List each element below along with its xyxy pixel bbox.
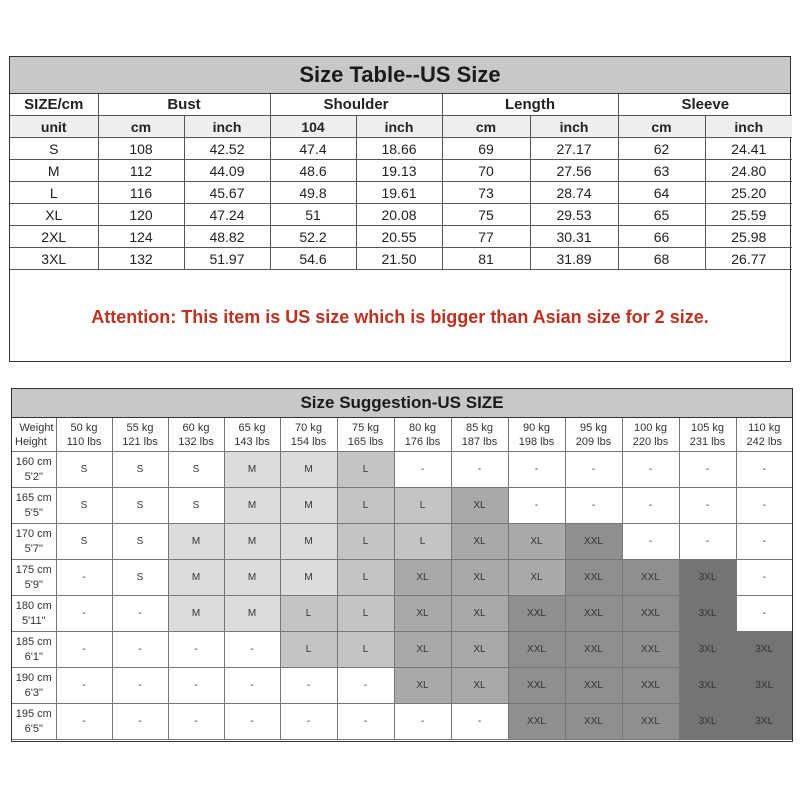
size-row [10,138,792,160]
size-suggestion-cell: - [622,488,679,524]
size-suggestion-cell: - [56,704,112,740]
measurement-cell: 48.82 [184,226,270,248]
size-suggestion-cell: 3XL [679,560,736,596]
weight-kg: 50 kg [70,421,98,434]
measurement-cell: 52.2 [270,226,356,248]
weight-kg: 75 kg [352,421,379,434]
size-suggestion-cell: XXL [508,704,565,740]
measurement-cell: 20.55 [356,226,442,248]
height-header [12,632,56,668]
size-suggestion-cell: - [679,452,736,488]
measurement-cell: 49.8 [270,182,356,204]
height-header [12,704,56,740]
weight-header [451,418,508,452]
size-suggestion-cell: - [280,668,337,704]
weight-header [508,418,565,452]
measurement-cell: 20.08 [356,204,442,226]
size-suggestion-cell: 3XL [679,704,736,740]
size-suggestion-cell: M [280,560,337,596]
measurement-cell: 51 [270,204,356,226]
size-suggestion-cell: S [112,452,168,488]
size-row [10,226,792,248]
size-row [10,160,792,182]
height-ft: 6'3" [24,686,43,699]
measurement-cell: 64 [618,182,705,204]
measurement-cell: 73 [442,182,530,204]
size-label: M [10,160,98,182]
weight-header [337,418,394,452]
size-suggestion-cell: XXL [622,632,679,668]
weight-header [565,418,622,452]
height-cm: 195 cm [15,707,52,720]
size-suggestion-cell: XXL [565,560,622,596]
measurement-cell: 120 [98,204,184,226]
height-row [12,560,792,596]
size-suggestion-cell: XL [451,632,508,668]
size-label: L [10,182,98,204]
weight-lbs: 242 lbs [746,435,782,448]
size-suggestion-cell: XXL [565,704,622,740]
weight-header [394,418,451,452]
measurement-cell: 63 [618,160,705,182]
weight-kg: 110 kg [748,421,781,434]
size-suggestion-cell: XL [451,596,508,632]
weight-lbs: 132 lbs [178,435,214,448]
measurement-cell: 54.6 [270,248,356,270]
weight-kg: 70 kg [295,421,322,434]
measurement-cell: 75 [442,204,530,226]
size-suggestion-cell: M [168,560,224,596]
height-ft: 5'11" [21,614,46,627]
measurement-cell: 47.24 [184,204,270,226]
height-ft: 6'5" [24,722,43,735]
size-suggestion-cell: XL [451,524,508,560]
measurement-cell: 65 [618,204,705,226]
size-suggestion-cell: - [508,488,565,524]
size-suggestion-cell: - [736,596,792,632]
height-row [12,524,792,560]
size-suggestion-cell: - [394,704,451,740]
size-table-units-row [10,116,792,138]
weight-lbs: 110 lbs [66,435,102,448]
size-suggestion-cell: XL [508,524,565,560]
size-label: 2XL [10,226,98,248]
weight-header [224,418,280,452]
size-suggestion-cell: - [451,452,508,488]
size-suggestion-cell: - [736,452,792,488]
unit-cell: inch [705,116,792,138]
corner-weight-label: Weight [19,422,54,434]
height-cm: 160 cm [15,455,52,468]
header-shoulder: Shoulder [270,94,442,116]
weight-header [112,418,168,452]
height-cm: 180 cm [15,599,52,612]
weight-lbs: 176 lbs [404,435,441,448]
size-suggestion-cell: - [112,596,168,632]
size-suggestion-cell: 3XL [736,704,792,740]
measurement-cell: 25.59 [705,204,792,226]
height-cm: 190 cm [15,671,52,684]
measurement-cell: 69 [442,138,530,160]
unit-cell: cm [618,116,705,138]
size-suggestion-cell: S [56,524,112,560]
unit-cell: unit [10,116,98,138]
corner-cell [12,418,56,452]
unit-cell: inch [356,116,442,138]
measurement-cell: 47.4 [270,138,356,160]
height-header [12,452,56,488]
size-suggestion-cell: M [224,452,280,488]
height-cm: 165 cm [15,491,52,504]
size-suggestion-cell: - [168,668,224,704]
size-suggestion-cell: XL [451,488,508,524]
unit-cell: inch [530,116,618,138]
size-suggestion-cell: - [451,704,508,740]
height-cm: 175 cm [15,563,52,576]
size-suggestion-cell: - [622,524,679,560]
weight-kg: 85 kg [466,421,493,434]
size-table-header-row [10,94,792,116]
size-suggestion-cell: XL [451,560,508,596]
measurement-cell: 18.66 [356,138,442,160]
unit-cell: cm [98,116,184,138]
size-suggestion-cell: - [337,668,394,704]
size-suggestion-cell: S [112,560,168,596]
measurement-cell: 27.56 [530,160,618,182]
size-suggestion-cell: - [736,560,792,596]
weight-lbs: 143 lbs [234,435,270,448]
size-suggestion-cell: XXL [622,704,679,740]
size-suggestion-cell: XL [394,560,451,596]
size-suggestion-cell: M [224,560,280,596]
size-table-panel [9,56,791,362]
size-suggestion-cell: XXL [565,632,622,668]
size-suggestion-cell: XL [508,560,565,596]
size-suggestion-cell: S [56,452,112,488]
measurement-cell: 42.52 [184,138,270,160]
measurement-cell: 28.74 [530,182,618,204]
size-row [10,248,792,270]
weight-lbs: 154 lbs [290,435,327,448]
height-ft: 5'2" [24,470,43,483]
measurement-cell: 29.53 [530,204,618,226]
weight-lbs: 209 lbs [575,435,612,448]
weight-lbs: 198 lbs [518,435,555,448]
weight-kg: 90 kg [523,421,550,434]
size-suggestion-cell: - [168,704,224,740]
measurement-cell: 48.6 [270,160,356,182]
size-suggestion-cell: L [337,488,394,524]
measurement-cell: 112 [98,160,184,182]
measurement-cell: 24.80 [705,160,792,182]
height-row [12,488,792,524]
height-row [12,668,792,704]
size-suggestion-cell: - [679,488,736,524]
measurement-cell: 68 [618,248,705,270]
size-suggestion-cell: XL [394,596,451,632]
size-suggestion-cell: L [337,560,394,596]
size-suggestion-cell: M [280,452,337,488]
height-ft: 5'9" [24,578,43,591]
size-suggestion-cell: XL [394,668,451,704]
measurement-cell: 77 [442,226,530,248]
size-suggestion-title: Size Suggestion-US SIZE [12,389,792,418]
size-suggestion-cell: - [394,452,451,488]
size-suggestion-cell: 3XL [679,668,736,704]
unit-cell: inch [184,116,270,138]
size-suggestion-cell: XXL [622,560,679,596]
size-suggestion-cell: M [224,524,280,560]
height-header [12,524,56,560]
measurement-cell: 62 [618,138,705,160]
size-suggestion-cell: XXL [565,524,622,560]
size-table-title: Size Table--US Size [10,57,790,94]
size-row [10,182,792,204]
header-sleeve: Sleeve [618,94,792,116]
weight-kg: 100 kg [633,421,668,434]
measurement-cell: 108 [98,138,184,160]
weight-header [280,418,337,452]
size-label: 3XL [10,248,98,270]
weight-header [168,418,224,452]
size-label: S [10,138,98,160]
size-suggestion-cell: - [508,452,565,488]
height-ft: 5'5" [24,506,43,519]
height-ft: 5'7" [24,542,43,555]
size-suggestion-cell: 3XL [736,632,792,668]
size-suggestion-cell: - [112,704,168,740]
size-suggestion-cell: XXL [565,596,622,632]
height-header [12,560,56,596]
measurement-cell: 27.17 [530,138,618,160]
measurement-cell: 51.97 [184,248,270,270]
size-suggestion-cell: 3XL [679,632,736,668]
size-suggestion-cell: M [224,488,280,524]
weight-header-row [12,418,792,452]
size-suggestion-cell: S [112,488,168,524]
size-suggestion-cell: XXL [508,632,565,668]
size-suggestion-cell: 3XL [679,596,736,632]
size-suggestion-cell: S [168,452,224,488]
measurement-cell: 31.89 [530,248,618,270]
size-suggestion-cell: - [56,632,112,668]
weight-kg: 60 kg [182,421,210,434]
measurement-cell: 66 [618,226,705,248]
size-row [10,204,792,226]
weight-header [679,418,736,452]
size-suggestion-cell: - [112,632,168,668]
height-header [12,596,56,632]
size-suggestion-cell: - [679,524,736,560]
size-suggestion-cell: - [280,704,337,740]
weight-lbs: 165 lbs [347,435,384,448]
weight-header [736,418,792,452]
height-ft: 6'1" [24,650,43,663]
measurement-cell: 19.13 [356,160,442,182]
measurement-cell: 30.31 [530,226,618,248]
size-suggestion-cell: XXL [622,596,679,632]
measurement-cell: 44.09 [184,160,270,182]
size-suggestion-cell: XXL [622,668,679,704]
size-suggestion-cell: L [337,452,394,488]
size-suggestion-cell: - [565,488,622,524]
size-suggestion-cell: - [337,704,394,740]
size-suggestion-cell: M [280,488,337,524]
size-suggestion-cell: - [736,488,792,524]
size-suggestion-cell: L [280,596,337,632]
size-suggestion-cell: S [112,524,168,560]
weight-lbs: 231 lbs [689,435,726,448]
size-suggestion-cell: M [280,524,337,560]
size-suggestion-cell: L [337,596,394,632]
size-suggestion-cell: - [224,668,280,704]
size-suggestion-cell: XXL [565,668,622,704]
weight-kg: 55 kg [126,421,154,434]
size-suggestion-cell: S [56,488,112,524]
weight-kg: 95 kg [580,421,607,434]
size-suggestion-panel [11,388,793,742]
size-suggestion-cell: L [394,488,451,524]
height-cm: 185 cm [15,635,52,648]
height-header [12,488,56,524]
size-suggestion-table [12,418,792,740]
height-row [12,452,792,488]
size-label: XL [10,204,98,226]
header-size: SIZE/cm [10,94,98,116]
size-suggestion-cell: M [168,596,224,632]
measurement-cell: 25.20 [705,182,792,204]
size-suggestion-cell: 3XL [736,668,792,704]
corner-height-label: Height [15,436,47,448]
measurement-cell: 116 [98,182,184,204]
height-header [12,668,56,704]
size-suggestion-cell: XXL [508,596,565,632]
weight-kg: 80 kg [409,421,436,434]
size-suggestion-cell: M [168,524,224,560]
measurement-cell: 25.98 [705,226,792,248]
size-suggestion-cell: M [224,596,280,632]
measurement-cell: 26.77 [705,248,792,270]
measurement-cell: 70 [442,160,530,182]
measurement-cell: 21.50 [356,248,442,270]
weight-kg: 105 kg [690,421,725,434]
height-row [12,704,792,740]
attention-note: Attention: This item is US size which is bigger than Asian size for 2 size. [91,307,709,327]
size-suggestion-cell: - [56,560,112,596]
size-suggestion-cell: L [337,524,394,560]
size-suggestion-cell: L [394,524,451,560]
size-suggestion-cell: - [56,668,112,704]
size-suggestion-cell: L [280,632,337,668]
unit-cell: cm [442,116,530,138]
weight-lbs: 121 lbs [122,435,158,448]
size-suggestion-cell: - [224,632,280,668]
weight-lbs: 220 lbs [632,435,669,448]
size-suggestion-cell: - [112,668,168,704]
header-bust: Bust [98,94,270,116]
size-suggestion-cell: - [565,452,622,488]
weight-lbs: 187 lbs [461,435,498,448]
size-suggestion-cell: - [736,524,792,560]
size-suggestion-cell: S [168,488,224,524]
size-suggestion-cell: L [337,632,394,668]
size-suggestion-cell: XXL [508,668,565,704]
size-suggestion-cell: - [56,596,112,632]
unit-cell: 104 [270,116,356,138]
measurement-cell: 24.41 [705,138,792,160]
size-table [10,94,792,270]
measurement-cell: 132 [98,248,184,270]
measurement-cell: 81 [442,248,530,270]
size-suggestion-cell: XL [451,668,508,704]
weight-header [622,418,679,452]
weight-header [56,418,112,452]
measurement-cell: 19.61 [356,182,442,204]
height-row [12,632,792,668]
size-suggestion-cell: - [622,452,679,488]
size-suggestion-cell: - [168,632,224,668]
height-cm: 170 cm [15,527,52,540]
weight-kg: 65 kg [238,421,266,434]
size-suggestion-cell: XL [394,632,451,668]
header-length: Length [442,94,618,116]
measurement-cell: 45.67 [184,182,270,204]
height-row [12,596,792,632]
measurement-cell: 124 [98,226,184,248]
size-suggestion-cell: - [224,704,280,740]
